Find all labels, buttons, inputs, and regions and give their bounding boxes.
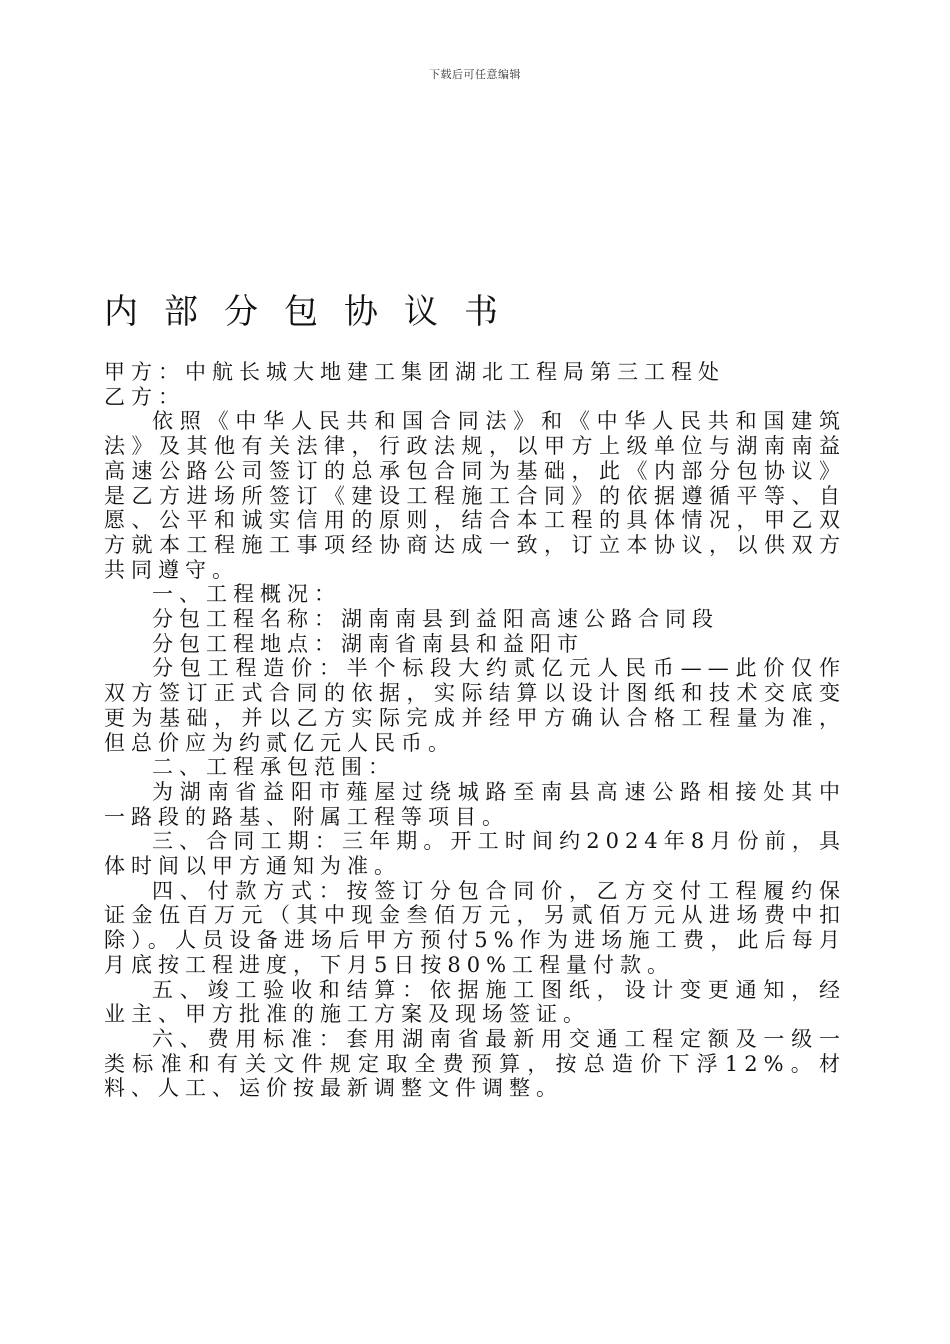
header-note: 下载后可任意编辑	[429, 68, 521, 81]
document-body	[104, 360, 846, 1101]
section-6-fee-standard: 六、费用标准：套用湖南省最新用交通工程定额及一级一类标准和有关文件规定取全费预算，按总造价下浮12%。材料、人工、运价按最新调整文件调整。	[104, 1026, 846, 1101]
party-a-line: 甲方：中航长城大地建工集团湖北工程局第三工程处	[104, 360, 725, 384]
section-1-project-cost: 分包工程造价：半个标段大约贰亿元人民币——此价仅作双方签订正式合同的依据，实际结算以设计图纸和技术交底变更为基础，并以乙方实际完成并经甲方确认合格工程量为准，但总价应为约贰亿元人民币。	[104, 656, 846, 755]
party-b-line: 乙方：	[104, 384, 185, 409]
section-5-acceptance-settlement: 五、竣工验收和结算：依据施工图纸，设计变更通知，经业主、甲方批准的施工方案及现场签证。	[104, 977, 846, 1027]
section-1-project-location: 分包工程地点：湖南省南县和益阳市	[152, 631, 584, 656]
section-2-heading: 二、工程承包范围：	[152, 755, 395, 780]
section-4-payment-method: 四、付款方式：按签订分包合同价，乙方交付工程履约保证金伍百万元（其中现金叁佰万元，另贰佰万元从进场费中扣除）。人员设备进场后甲方预付5%作为进场施工费，此后每月月底按工程进度，下月5日按80%工程量付款。	[104, 878, 846, 977]
section-2-scope: 为湖南省益阳市薤屋过绕城路至南县高速公路相接处其中一路段的路基、附属工程等项目。	[104, 779, 846, 829]
section-3-contract-period: 三、合同工期：三年期。开工时间约2024年8月份前，具体时间以甲方通知为准。	[104, 829, 846, 879]
section-1-heading: 一、工程概况：	[152, 582, 341, 607]
intro-paragraph: 依照《中华人民共和国合同法》和《中华人民共和国建筑法》及其他有关法律，行政法规，以甲方上级单位与湖南南益高速公路公司签订的总承包合同为基础，此《内部分包协议》是乙方进场所签订《建设工程施工合同》的依据遵循平等、自愿、公平和诚实信用的原则，结合本工程的具体情况，甲乙双方就本工程施工事项经协商达成一致，订立本协议，以供双方共同遵守。	[104, 409, 846, 582]
document-title: 内部分包协议书	[104, 292, 524, 332]
section-1-project-name: 分包工程名称：湖南南县到益阳高速公路合同段	[152, 607, 719, 632]
